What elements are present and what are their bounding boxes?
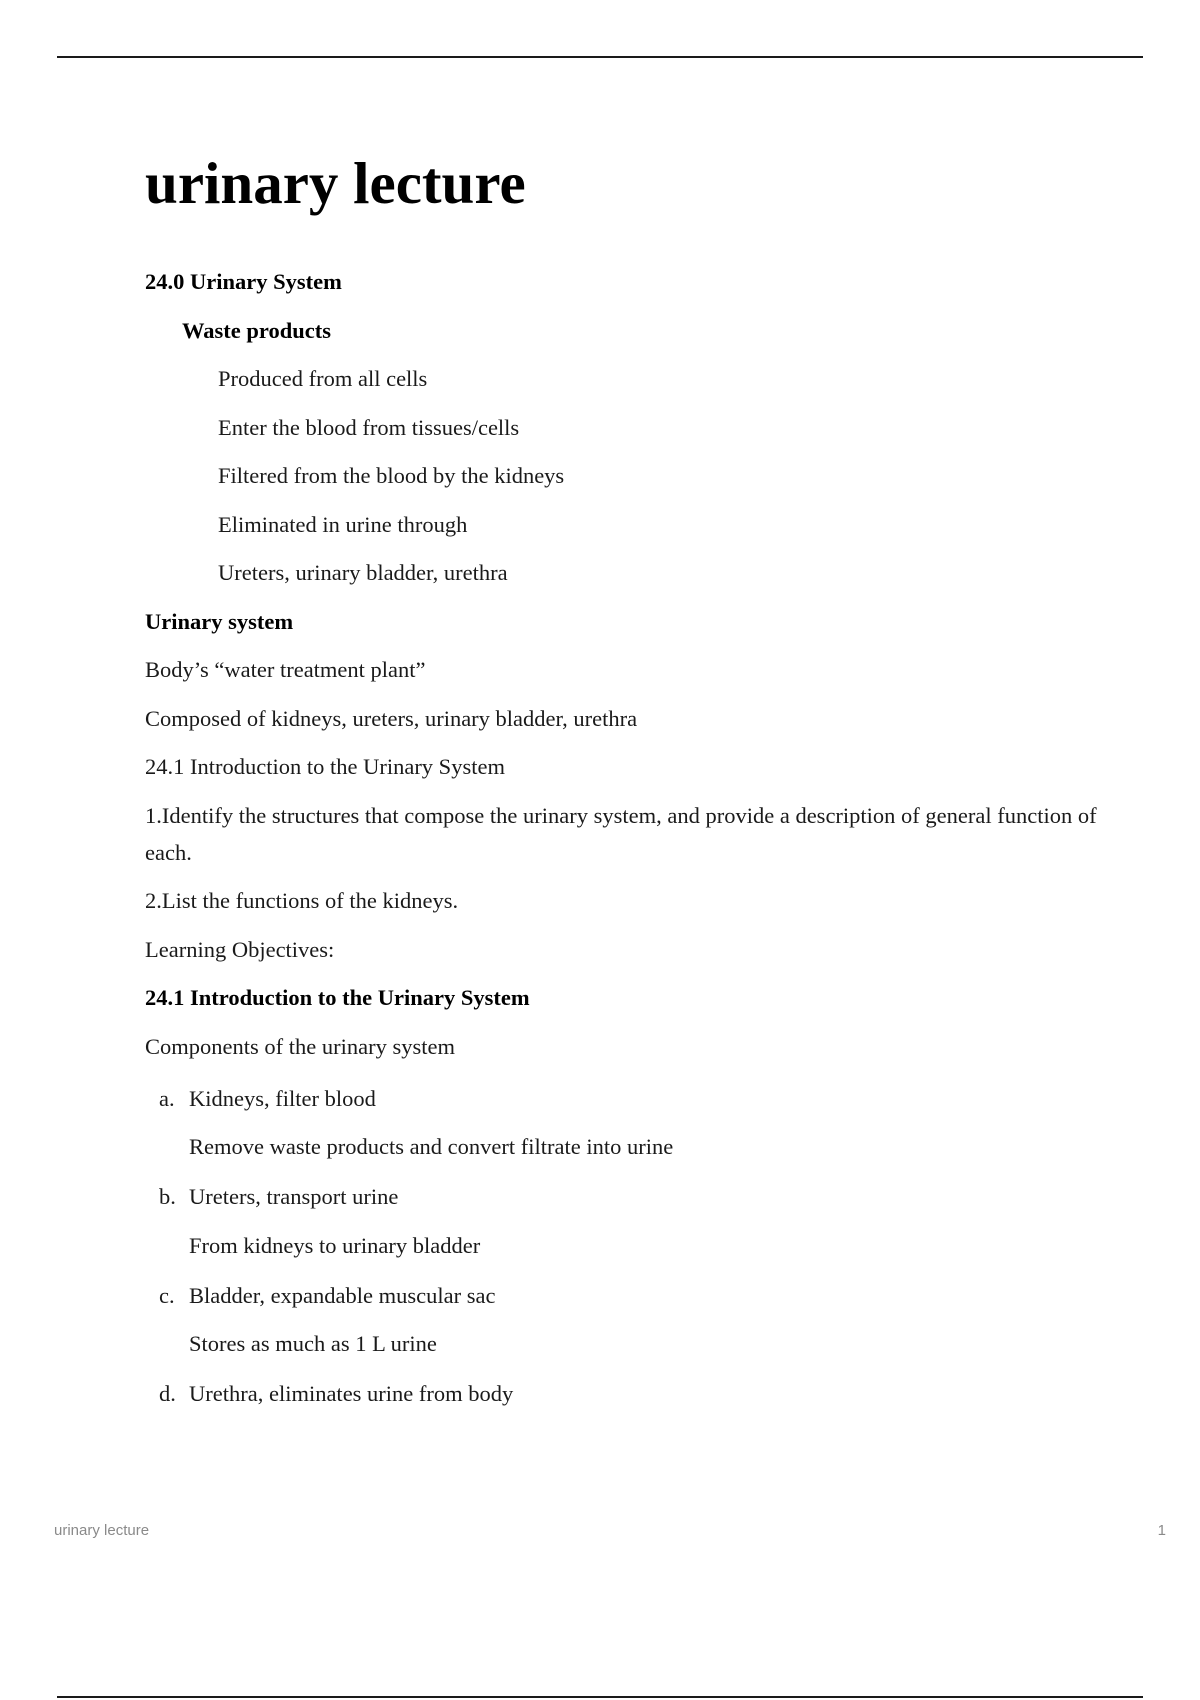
list-item <box>145 1277 1105 1314</box>
list-marker: c. <box>159 1282 175 1308</box>
paragraph: 24.1 Introduction to the Urinary System <box>145 754 505 779</box>
bullet-text: Filtered from the blood by the kidneys <box>218 463 565 488</box>
paragraph: 2.List the functions of the kidneys. <box>145 888 459 913</box>
paragraph: Composed of kidneys, ureters, urinary bladder, urethra <box>145 705 638 731</box>
page-number: 1 <box>1157 1522 1166 1539</box>
paragraph: Learning Objectives: <box>145 936 335 962</box>
document-body <box>145 140 1105 1424</box>
list-marker: a. <box>159 1085 175 1111</box>
top-divider <box>57 56 1143 58</box>
list-item-text: Bladder, expandable muscular sac <box>189 1282 496 1308</box>
paragraph: Components of the urinary system <box>145 1033 455 1059</box>
list-item-text: Kidneys, filter blood <box>189 1085 376 1111</box>
bullet-text: Produced from all cells <box>218 366 428 391</box>
document-title: urinary lecture <box>145 150 526 216</box>
footer-title: urinary lecture <box>54 1522 150 1539</box>
section-heading: 24.0 Urinary System <box>145 269 342 294</box>
bullet-text: Eliminated in urine through <box>218 511 468 537</box>
list-item <box>145 1375 1105 1412</box>
section-heading: Urinary system <box>145 608 294 634</box>
list-item <box>145 1080 1105 1117</box>
list-item-detail: Remove waste products and convert filtrate into urine <box>189 1134 674 1159</box>
list-marker: b. <box>159 1184 176 1209</box>
section-heading: 24.1 Introduction to the Urinary System <box>145 985 530 1010</box>
list-item-text: Urethra, eliminates urine from body <box>189 1381 514 1406</box>
bullet-text: Ureters, urinary bladder, urethra <box>218 560 508 585</box>
bottom-divider <box>57 1696 1143 1698</box>
list-item-detail: From kidneys to urinary bladder <box>189 1232 481 1258</box>
list-item-detail: Stores as much as 1 L urine <box>189 1331 437 1356</box>
subheading: Waste products <box>182 317 331 343</box>
bullet-text: Enter the blood from tissues/cells <box>218 414 520 440</box>
list-item-text: Ureters, transport urine <box>189 1184 399 1209</box>
list-item <box>145 1178 1105 1215</box>
list-marker: d. <box>159 1381 176 1406</box>
paragraph: Body’s “water treatment plant” <box>145 657 426 682</box>
paragraph: 1.Identify the structures that compose the urinary system, and provide a description of general function of each. <box>145 802 1097 865</box>
